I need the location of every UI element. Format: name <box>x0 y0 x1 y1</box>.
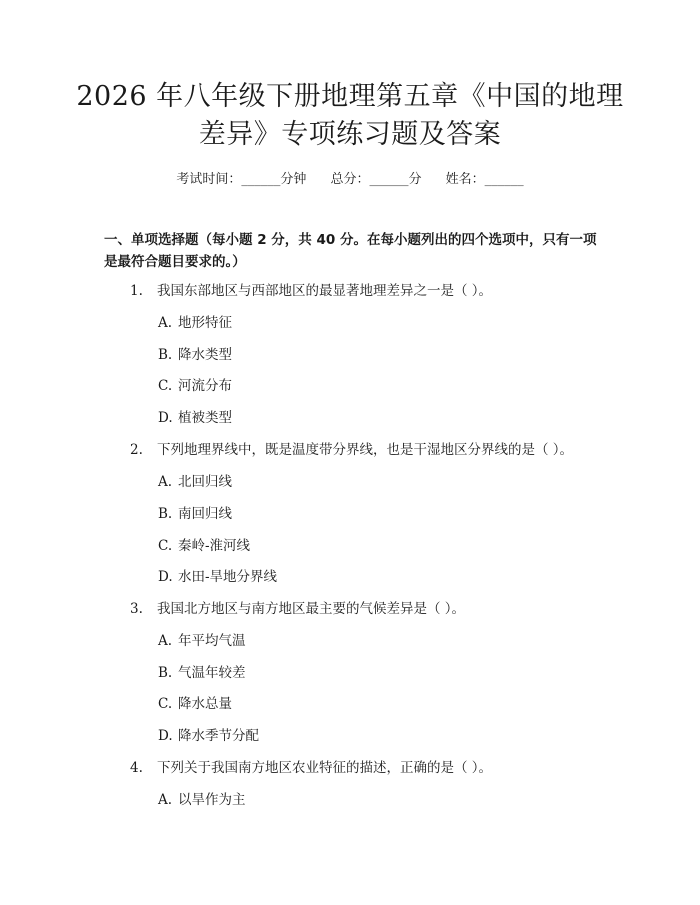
option-letter: A. <box>158 474 173 490</box>
option-letter: C. <box>158 378 173 394</box>
question-4 <box>130 758 610 778</box>
exam-score: 总分：______分 <box>330 172 422 187</box>
option-text: 年平均气温 <box>178 633 246 649</box>
option-text: 降水类型 <box>178 347 232 363</box>
option-text: 北回归线 <box>178 474 232 490</box>
exam-time: 考试时间：______分钟 <box>176 172 307 187</box>
option-1b <box>158 345 578 365</box>
option-text: 秦岭-淮河线 <box>178 538 251 554</box>
exam-meta <box>0 168 700 187</box>
option-letter: B. <box>158 665 173 681</box>
option-3a <box>158 631 578 651</box>
question-number: 4. <box>130 760 143 776</box>
option-text: 河流分布 <box>178 378 232 394</box>
option-4a <box>158 790 578 810</box>
question-text: 下列地理界线中，既是温度带分界线，也是干湿地区分界线的是（ ）。 <box>157 442 574 458</box>
question-number: 2. <box>130 442 143 458</box>
option-2b <box>158 504 578 524</box>
question-1 <box>130 281 610 301</box>
option-1a <box>158 313 578 333</box>
question-3 <box>130 599 610 619</box>
question-number: 3. <box>130 601 143 617</box>
question-2 <box>130 440 610 460</box>
option-text: 气温年较差 <box>178 665 246 681</box>
option-letter: B. <box>158 506 173 522</box>
option-letter: A. <box>158 633 173 649</box>
option-letter: B. <box>158 347 173 363</box>
option-3d <box>158 726 578 746</box>
option-1c <box>158 376 578 396</box>
option-2a <box>158 472 578 492</box>
section-heading: 一、单项选择题（每小题 2 分，共 40 分。在每小题列出的四个选项中，只有一项是最符合题目要求的。） <box>104 232 597 270</box>
option-letter: D. <box>158 410 173 426</box>
option-text: 降水季节分配 <box>178 728 259 744</box>
option-1d <box>158 408 578 428</box>
question-text: 我国北方地区与南方地区最主要的气候差异是（ ）。 <box>157 601 466 617</box>
question-text: 我国东部地区与西部地区的最显著地理差异之一是（ ）。 <box>157 283 493 299</box>
question-number: 1. <box>130 283 143 299</box>
document-title <box>60 78 640 154</box>
option-text: 地形特征 <box>178 315 232 331</box>
option-letter: D. <box>158 569 173 585</box>
option-text: 降水总量 <box>178 696 232 712</box>
option-letter: C. <box>158 538 173 554</box>
option-text: 植被类型 <box>178 410 232 426</box>
option-3c <box>158 694 578 714</box>
option-text: 水田-旱地分界线 <box>178 569 278 585</box>
option-2c <box>158 536 578 556</box>
option-letter: A. <box>158 315 173 331</box>
option-letter: D. <box>158 728 173 744</box>
option-text: 南回归线 <box>178 506 232 522</box>
question-text: 下列关于我国南方地区农业特征的描述，正确的是（ ）。 <box>157 760 493 776</box>
option-3b <box>158 663 578 683</box>
option-2d <box>158 567 578 587</box>
exam-name: 姓名：______ <box>445 172 524 187</box>
title-line-2: 差异》专项练习题及答案 <box>198 119 502 150</box>
option-letter: C. <box>158 696 173 712</box>
title-line-1: 2026 年八年级下册地理第五章《中国的地理 <box>76 81 624 112</box>
option-letter: A. <box>158 792 173 808</box>
option-text: 以旱作为主 <box>178 792 246 808</box>
